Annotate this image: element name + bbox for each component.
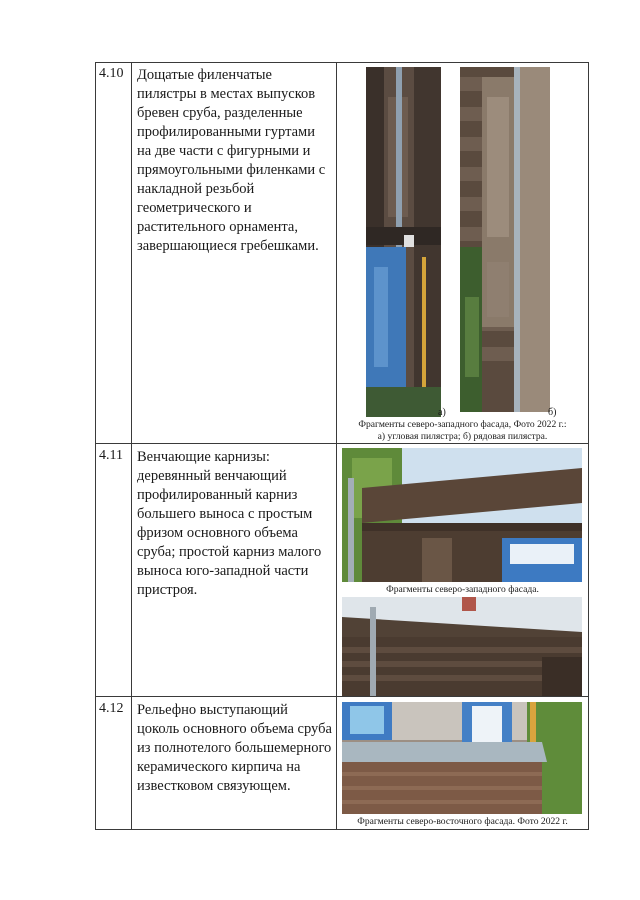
row-divider-2 bbox=[95, 696, 589, 697]
photo-caption: Фрагменты северо-восточного фасада. Фото 2022 г. bbox=[357, 816, 568, 827]
photo-cornice-annex bbox=[342, 597, 582, 696]
photo-caption: Фрагменты северо-западного фасада. bbox=[386, 584, 539, 595]
table-border-right bbox=[588, 62, 589, 830]
photo-cornice-main bbox=[342, 448, 582, 582]
row-number: 4.12 bbox=[99, 701, 124, 716]
table-border-left bbox=[95, 62, 96, 830]
photo-caption: Фрагменты северо-западного фасада, Фото 2022 г.: bbox=[358, 419, 567, 430]
column-divider-2 bbox=[336, 62, 337, 830]
column-divider-1 bbox=[131, 62, 132, 830]
table-border-bottom bbox=[95, 829, 589, 830]
photo-caption-sub: а) угловая пилястра; б) рядовая пилястра. bbox=[377, 431, 548, 442]
table-border-top bbox=[95, 62, 589, 63]
row-description: Дощатые филенчатые пилястры в местах выпусков бревен сруба, разделенные профилированными гуртами на две части с фигурными и прямоугольными филенками с накладной резьбой геометрического и растительного орнамента, завершающиеся гребешками. bbox=[137, 67, 326, 254]
photo-row-pilaster bbox=[460, 67, 550, 412]
photo-plinth bbox=[342, 702, 582, 814]
row-description: Рельефно выступающий цоколь основного объема сруба из полнотелого большемерного керамического кирпича на известковом связующем. bbox=[137, 702, 332, 794]
photo-corner-pilaster bbox=[366, 67, 441, 417]
row-divider-1 bbox=[95, 443, 589, 444]
row-number: 4.10 bbox=[99, 66, 124, 81]
row-number: 4.11 bbox=[99, 448, 123, 463]
photo-a-label: а) bbox=[438, 407, 446, 418]
row-description: Венчающие карнизы: деревянный венчающий профилированный карниз большего выноса с простым фризом основного объема сруба; простой карниз малого выноса юго-западной части пристроя. bbox=[137, 449, 322, 598]
photo-b-label: б) bbox=[548, 407, 557, 418]
